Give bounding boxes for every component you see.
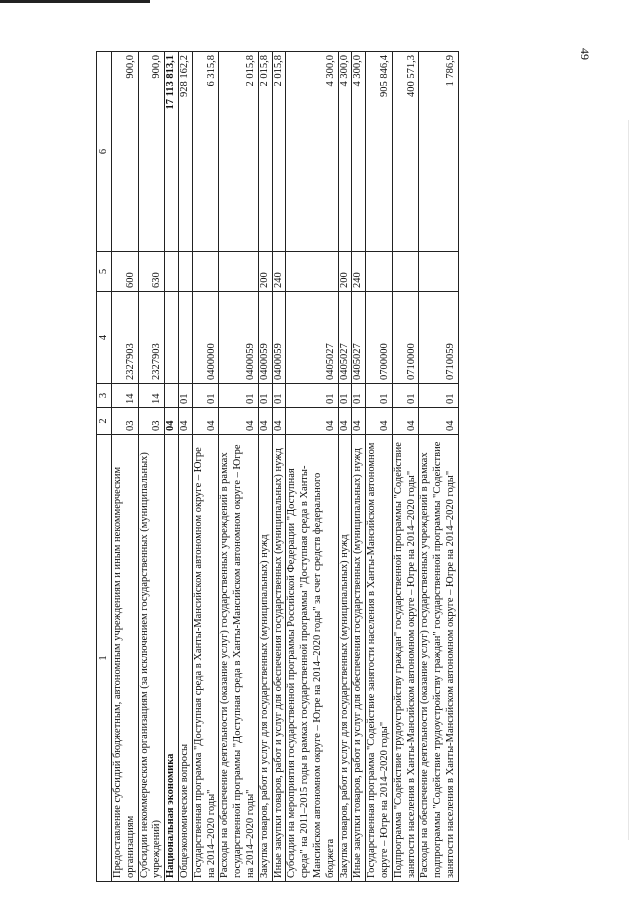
row-c4-cell: 0400000 <box>192 292 219 384</box>
row-c4-cell: 2327903 <box>112 292 139 384</box>
table-header <box>97 52 112 882</box>
top-scan-edge <box>0 0 150 3</box>
budget-table <box>96 51 459 882</box>
row-c6-cell: 17 113 813,1 <box>165 52 179 252</box>
row-c6-cell: 2 015,8 <box>219 52 258 252</box>
table-row <box>272 52 286 882</box>
row-c2-cell: 04 <box>219 408 258 435</box>
row-name-cell: Предоставление субсидий бюджетным, автономным учреждениям и иным некоммерческим организациям <box>112 435 139 882</box>
row-c3-cell: 14 <box>112 384 139 408</box>
row-c5-cell <box>286 252 338 292</box>
row-c2-cell: 04 <box>192 408 219 435</box>
row-c6-cell: 400 571,3 <box>392 52 419 252</box>
row-name-cell: Иные закупки товаров, работ и услуг для обеспечения государственных (муниципальных) нужд <box>352 435 366 882</box>
row-c5-cell: 200 <box>338 252 352 292</box>
row-c3-cell: 01 <box>392 384 419 408</box>
header-col-3: 3 <box>97 384 112 408</box>
scan-shadow <box>628 120 629 840</box>
row-c3-cell: 01 <box>258 384 272 408</box>
row-c2-cell: 04 <box>366 408 393 435</box>
table-row <box>352 52 366 882</box>
row-name-cell: Государственная программа "Доступная среда в Ханты-Мансийском автономном округе – Югре на 2014–2020 годы" <box>192 435 219 882</box>
row-c4-cell: 0710059 <box>419 292 458 384</box>
row-c2-cell: 04 <box>392 408 419 435</box>
row-c4-cell <box>165 292 179 384</box>
row-c5-cell: 600 <box>112 252 139 292</box>
row-c3-cell: 01 <box>366 384 393 408</box>
row-c3-cell: 01 <box>286 384 338 408</box>
row-c4-cell: 0700000 <box>366 292 393 384</box>
page-number: 49 <box>578 48 592 60</box>
row-c4-cell: 0405027 <box>338 292 352 384</box>
row-c6-cell: 4 300,0 <box>352 52 366 252</box>
row-c4-cell: 0405027 <box>352 292 366 384</box>
row-c4-cell: 0400059 <box>219 292 258 384</box>
table-row <box>165 52 179 882</box>
row-c5-cell <box>366 252 393 292</box>
row-c2-cell: 04 <box>286 408 338 435</box>
row-name-cell: Закупка товаров, работ и услуг для государственных (муниципальных) нужд <box>338 435 352 882</box>
table-row <box>178 52 192 882</box>
row-c5-cell <box>165 252 179 292</box>
row-name-cell: Расходы на обеспечение деятельности (оказание услуг) государственных учреждений в рамках подпрограммы "Содействие трудоустройству граждан" государственной программы "Содействие занятости населения в Ханты-Мансийском автономном округе – Югре на 2014–2020 годы" <box>419 435 458 882</box>
row-c5-cell: 630 <box>138 252 165 292</box>
row-c2-cell: 03 <box>112 408 139 435</box>
row-c3-cell: 01 <box>352 384 366 408</box>
row-c4-cell: 2327903 <box>138 292 165 384</box>
row-c4-cell: 0710000 <box>392 292 419 384</box>
row-name-cell: Общеэкономические вопросы <box>178 435 192 882</box>
row-c5-cell: 200 <box>258 252 272 292</box>
table-row <box>112 52 139 882</box>
row-c5-cell <box>392 252 419 292</box>
row-name-cell: Субсидии некоммерческим организациям (за исключением государственных (муниципальных) учреждений) <box>138 435 165 882</box>
row-c3-cell: 01 <box>419 384 458 408</box>
table-row <box>419 52 458 882</box>
row-c2-cell: 04 <box>258 408 272 435</box>
header-col-6: 6 <box>97 52 112 252</box>
table-row <box>192 52 219 882</box>
row-c4-cell: 0400059 <box>258 292 272 384</box>
row-c6-cell: 900,0 <box>112 52 139 252</box>
row-name-cell: Субсидии на мероприятия государственной программы Российской Федерации "Доступная среда" на 2011–2015 годы в рамках государственной программы "Доступная среда в Ханты-Мансийском автономном округе – Югре на 2014–2020 годы" за счет средств федерального бюджета <box>286 435 338 882</box>
row-name-cell: Закупка товаров, работ и услуг для государственных (муниципальных) нужд <box>258 435 272 882</box>
header-col-4: 4 <box>97 292 112 384</box>
row-c2-cell: 04 <box>419 408 458 435</box>
table-row <box>219 52 258 882</box>
row-name-cell: Государственная программа "Содействие занятости населения в Ханты-Мансийском автономном округе – Югре на 2014–2020 годы" <box>366 435 393 882</box>
row-name-cell: Подпрограмма "Содействие трудоустройству граждан" государственной программы "Содействие занятости населения в Ханты-Мансийском автономном округе – Югре на 2014–2020 годы" <box>392 435 419 882</box>
row-c2-cell: 03 <box>138 408 165 435</box>
row-c5-cell <box>419 252 458 292</box>
row-c6-cell: 6 315,8 <box>192 52 219 252</box>
row-c4-cell <box>178 292 192 384</box>
header-col-2: 2 <box>97 408 112 435</box>
table-row <box>392 52 419 882</box>
table-row <box>338 52 352 882</box>
header-col-5: 5 <box>97 252 112 292</box>
row-c6-cell: 4 300,0 <box>338 52 352 252</box>
row-c5-cell <box>178 252 192 292</box>
row-c6-cell: 905 846,4 <box>366 52 393 252</box>
row-c2-cell: 04 <box>178 408 192 435</box>
row-c3-cell: 01 <box>192 384 219 408</box>
table-row <box>138 52 165 882</box>
table-row <box>258 52 272 882</box>
row-c5-cell: 240 <box>272 252 286 292</box>
row-c3-cell: 01 <box>219 384 258 408</box>
row-c2-cell: 04 <box>165 408 179 435</box>
row-c2-cell: 04 <box>352 408 366 435</box>
header-col-1: 1 <box>97 435 112 882</box>
rotated-content <box>88 40 616 890</box>
row-name-cell: Национальная экономика <box>165 435 179 882</box>
row-c5-cell: 240 <box>352 252 366 292</box>
row-name-cell: Расходы на обеспечение деятельности (оказание услуг) государственных учреждений в рамках государственной программы "Доступная среда в Ханты-Мансийском автономном округе – Югре на 2014–2020 годы" <box>219 435 258 882</box>
row-c3-cell: 14 <box>138 384 165 408</box>
table-row <box>286 52 338 882</box>
header-row <box>97 52 112 882</box>
row-c6-cell: 2 015,8 <box>258 52 272 252</box>
row-c3-cell: 01 <box>272 384 286 408</box>
row-c4-cell: 0405027 <box>286 292 338 384</box>
row-c6-cell: 4 300,0 <box>286 52 338 252</box>
row-c5-cell <box>192 252 219 292</box>
table-row <box>366 52 393 882</box>
row-c2-cell: 04 <box>272 408 286 435</box>
table-body <box>112 52 459 882</box>
document-page <box>88 40 616 890</box>
row-c5-cell <box>219 252 258 292</box>
row-c3-cell: 01 <box>338 384 352 408</box>
row-c6-cell: 900,0 <box>138 52 165 252</box>
row-c3-cell <box>165 384 179 408</box>
row-c4-cell: 0400059 <box>272 292 286 384</box>
row-name-cell: Иные закупки товаров, работ и услуг для обеспечения государственных (муниципальных) нужд <box>272 435 286 882</box>
row-c2-cell: 04 <box>338 408 352 435</box>
row-c6-cell: 928 162,2 <box>178 52 192 252</box>
row-c3-cell: 01 <box>178 384 192 408</box>
row-c6-cell: 2 015,8 <box>272 52 286 252</box>
row-c6-cell: 1 786,9 <box>419 52 458 252</box>
